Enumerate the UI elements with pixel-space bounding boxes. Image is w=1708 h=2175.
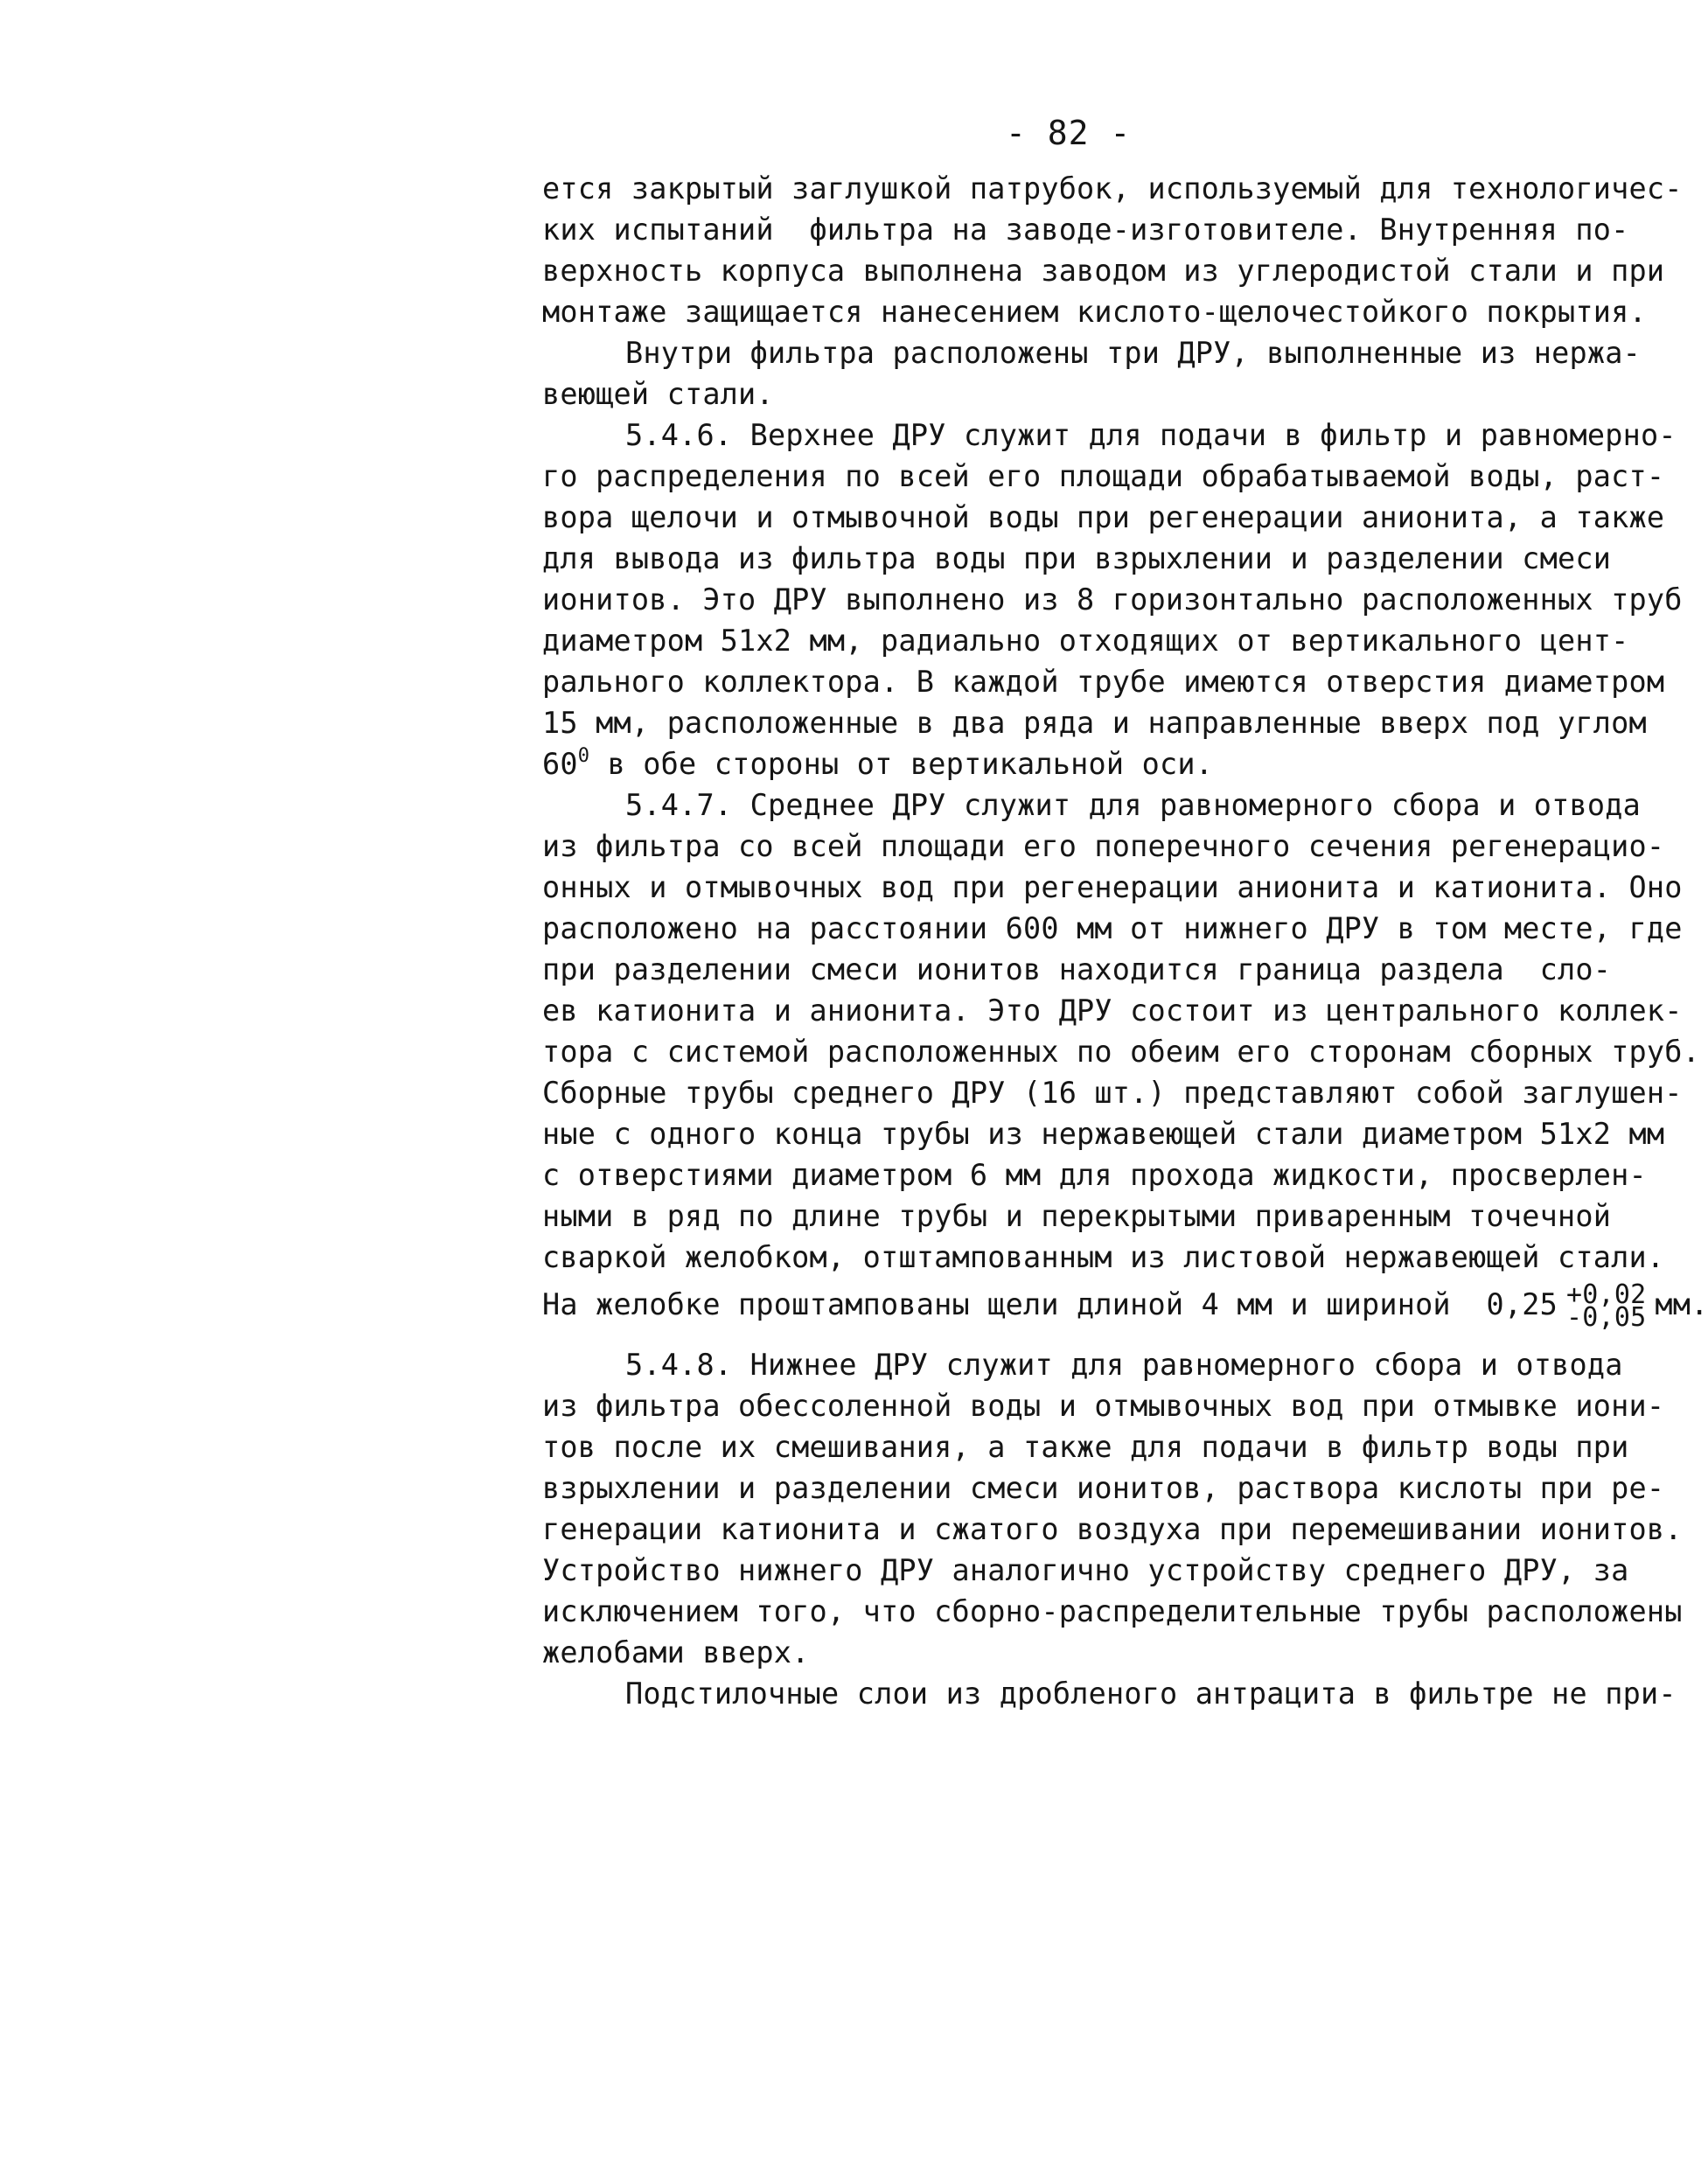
text-line: желобами вверх. [542,1635,810,1670]
text-line: монтаже защищается нанесением кислото-щелочестойкого покрытия. [542,295,1647,329]
text-line: го распределения по всей его площади обрабатываемой воды, раст- [542,459,1665,493]
text-line: Устройство нижнего ДРУ аналогично устройству среднего ДРУ, за [542,1553,1629,1587]
slot-width-text: На желобке проштампованы щели длиной 4 мм и шириной 0,25 [542,1287,1558,1321]
tolerance-upper: +0,02 [1566,1279,1647,1310]
text-line: Внутри фильтра расположены три ДРУ, выполненные из нержа- [625,336,1642,370]
paragraph-5-4-6 [542,415,1683,784]
text-line: из фильтра со всей площади его поперечного сечения регенерацио- [542,829,1665,863]
paragraph-5-4-7 [542,784,1708,1333]
paragraph-underlayer [542,1673,1677,1714]
text-line: генерации катионита и сжатого воздуха при перемешивании ионитов. [542,1512,1683,1546]
text-line: ионитов. Это ДРУ выполнено из 8 горизонтально расположенных труб [542,582,1683,617]
tolerance-stack [1566,1279,1647,1333]
paragraph-5-4-8 [542,1344,1683,1673]
text-line: ные с одного конца трубы из нержавеющей стали диаметром 51х2 мм [542,1117,1665,1151]
text-line: исключением того, что сборно-распределительные трубы расположены [542,1594,1683,1628]
angle-text: в обе стороны от вертикальной оси. [589,747,1214,781]
paragraph-three-dru [542,332,1644,415]
text-line: вора щелочи и отмывочной воды при регенерации анионита, а также [542,500,1665,534]
angle-value: 60 [542,747,578,781]
text-line: Подстилочные слои из дробленого антрацита в фильтре не при- [625,1677,1677,1711]
text-line: ными в ряд по длине трубы и перекрытыми приваренным точечной [542,1199,1612,1233]
text-line: расположено на расстоянии 600 мм от нижнего ДРУ в том месте, где [542,911,1683,945]
text-line: из фильтра обессоленной воды и отмывочных вод при отмывке иони- [542,1389,1665,1423]
text-line: веющей стали. [542,377,774,411]
text-line-tolerance [542,1278,1708,1333]
text-line: ев катионита и анионита. Это ДРУ состоит из центрального коллек- [542,993,1683,1028]
body-text [542,168,1708,1714]
text-line-angle [542,743,1644,784]
unit-text: мм. [1655,1287,1708,1321]
text-line: верхность корпуса выполнена заводом из углеродистой стали и при [542,254,1665,288]
text-line: ется закрытый заглушкой патрубок, используемый для технологичес- [542,171,1683,206]
text-line: для вывода из фильтра воды при взрыхлении и разделении смеси [542,541,1612,575]
text-line: тора с системой расположенных по обеим его сторонам сборных труб. [542,1035,1700,1069]
page-number: - 82 - [1006,114,1132,152]
text-line: рального коллектора. В каждой трубе имеются отверстия диаметром [542,665,1665,699]
text-line: 5.4.8. Нижнее ДРУ служит для равномерного сбора и отвода [625,1348,1623,1382]
text-line: взрыхлении и разделении смеси ионитов, раствора кислоты при ре- [542,1471,1665,1505]
text-line: с отверстиями диаметром 6 мм для прохода жидкости, просверлен- [542,1158,1647,1192]
text-line: ких испытаний фильтра на заводе-изготовителе. Внутренняя по- [542,213,1629,247]
paragraph-gap [542,1332,1644,1344]
text-line: диаметром 51х2 мм, радиально отходящих от вертикального цент- [542,624,1629,658]
text-line: тов после их смешивания, а также для подачи в фильтр воды при [542,1430,1629,1464]
degree-superscript: 0 [577,745,590,767]
text-line: 5.4.7. Среднее ДРУ служит для равномерного сбора и отвода [625,788,1642,822]
text-line: Сборные трубы среднего ДРУ (16 шт.) представляют собой заглушен- [542,1076,1683,1110]
text-line: при разделении смеси ионитов находится граница раздела сло- [542,952,1612,986]
text-line: сваркой желобком, отштампованным из листовой нержавеющей стали. [542,1240,1665,1274]
text-line: 5.4.6. Верхнее ДРУ служит для подачи в фильтр и равномерно- [625,418,1677,452]
text-line: онных и отмывочных вод при регенерации анионита и катионита. Оно [542,870,1683,904]
text-line: 15 мм, расположенные в два ряда и направленные вверх под углом [542,706,1647,740]
tolerance-lower: -0,05 [1566,1301,1647,1333]
paragraph-housing [542,168,1683,332]
